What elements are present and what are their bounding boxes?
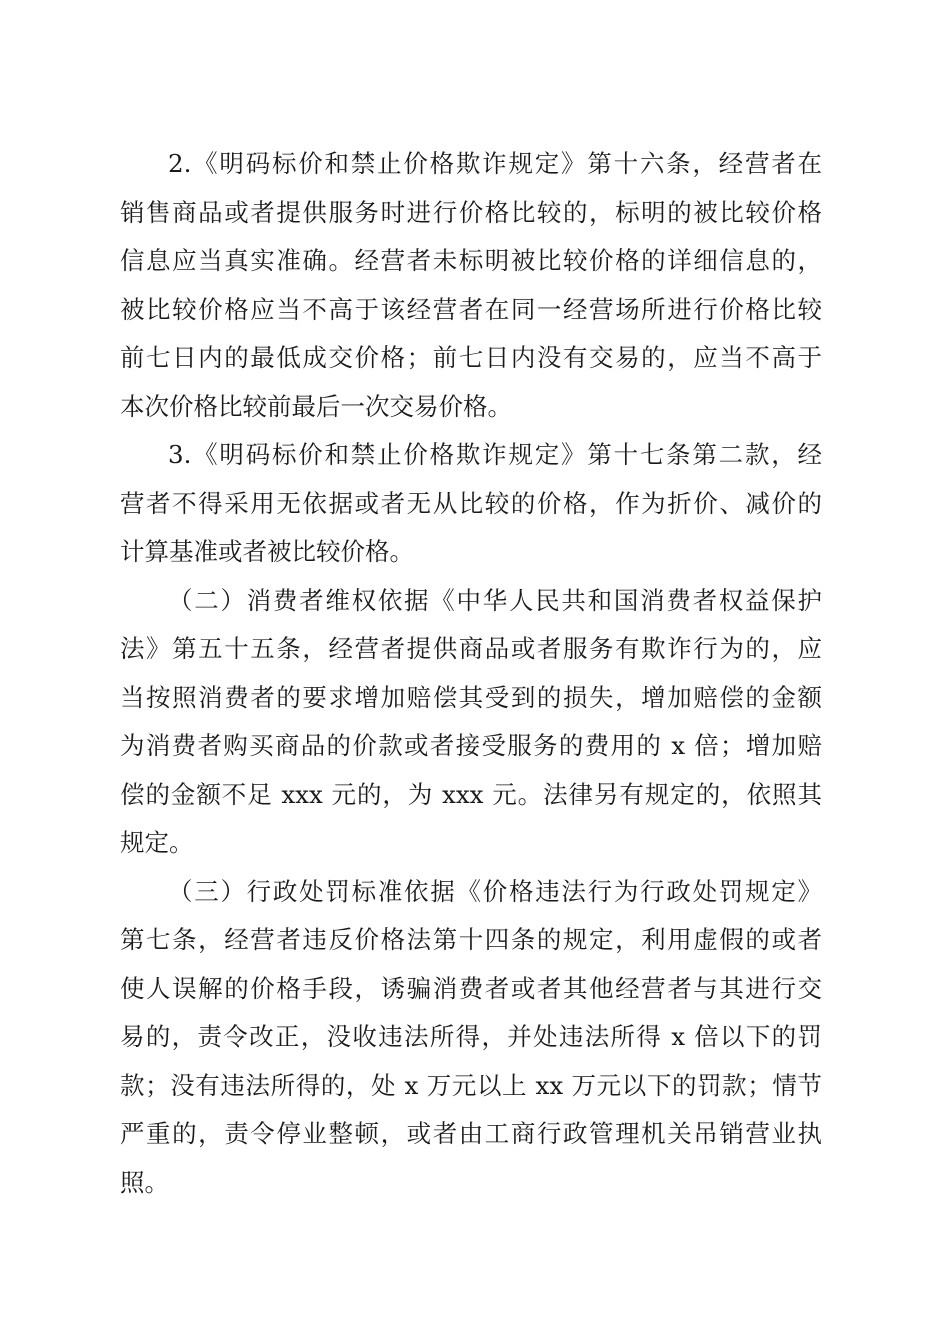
paragraph-consumer-rights	[120, 577, 822, 868]
paragraph-line: 被比较价格应当不高于该经营者在同一经营场所进行价格比较	[120, 294, 822, 324]
paragraph-line: 偿的金额不足 xxx 元的，为 xxx 元。法律另有规定的，依照其	[120, 779, 822, 809]
paragraph-line: 销售商品或者提供服务时进行价格比较的，标明的被比较价格	[120, 197, 822, 227]
paragraph-line: 使人误解的价格手段，诱骗消费者或者其他经营者与其进行交	[120, 973, 822, 1003]
paragraph-rule-16	[120, 140, 822, 431]
paragraph-penalty-standard	[120, 868, 822, 1208]
paragraph-line: 前七日内的最低成交价格；前七日内没有交易的，应当不高于	[120, 343, 822, 372]
paragraph-line: 信息应当真实准确。经营者未标明被比较价格的详细信息的，	[120, 246, 822, 275]
paragraph-line: 易的，责令改正，没收违法所得，并处违法所得 x 倍以下的罚	[120, 1022, 822, 1051]
document-body	[120, 140, 822, 1207]
paragraph-line: 规定。	[120, 828, 194, 857]
paragraph-line: 营者不得采用无依据或者无从比较的价格，作为折价、减价的	[120, 488, 822, 518]
paragraph-line: 计算基准或者被比较价格。	[120, 537, 414, 566]
paragraph-line: 本次价格比较前最后一次交易价格。	[120, 391, 512, 421]
paragraph-line: 照。	[120, 1167, 169, 1197]
paragraph-line: 当按照消费者的要求增加赔偿其受到的损失，增加赔偿的金额	[120, 682, 822, 712]
paragraph-line: 款；没有违法所得的，处 x 万元以上 xx 万元以下的罚款；情节	[120, 1070, 822, 1100]
paragraph-line: 2.《明码标价和禁止价格欺诈规定》第十六条，经营者在	[168, 149, 822, 178]
paragraph-line: 法》第五十五条，经营者提供商品或者服务有欺诈行为的，应	[120, 634, 822, 663]
paragraph-rule-17	[120, 431, 822, 577]
paragraph-line: （三）行政处罚标准依据《价格违法行为行政处罚规定》	[168, 876, 822, 906]
paragraph-line: 第七条，经营者违反价格法第十四条的规定，利用虚假的或者	[120, 925, 822, 954]
paragraph-line: 3.《明码标价和禁止价格欺诈规定》第十七条第二款，经	[168, 440, 822, 469]
paragraph-line: （二）消费者维权依据《中华人民共和国消费者权益保护	[168, 585, 822, 615]
paragraph-line: 为消费者购买商品的价款或者接受服务的费用的 x 倍；增加赔	[120, 731, 822, 760]
paragraph-line: 严重的，责令停业整顿，或者由工商行政管理机关吊销营业执	[120, 1119, 822, 1148]
